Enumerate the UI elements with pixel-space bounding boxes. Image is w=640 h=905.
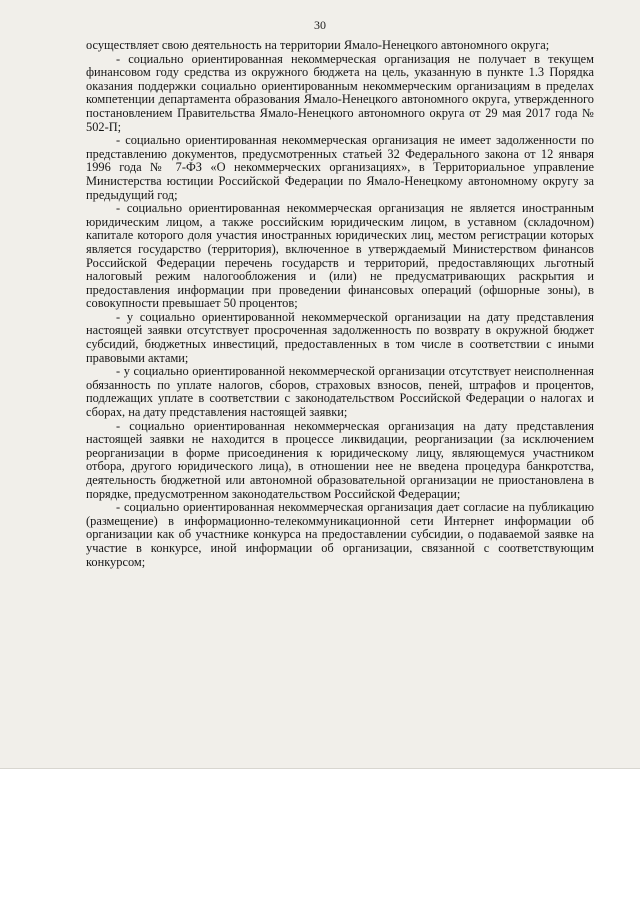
document-body: [86, 39, 594, 569]
paragraph-not-foreign-entity: - социально ориентированная некоммерческая организация не является иностранным юридическим лицом, а также российским юридическим лицом, в уставном (складочном) капитале которого доля участия иностранных юридических лиц, местом регистрации которых является государство (территория), включенное в утверждаемый Министерством финансов Российской Федерации перечень государств и территорий, предоставляющих льготный налоговый режим налогообложения и (или) не предусматривающих раскрытия и предоставления информации при проведении финансовых операций (офшорные зоны), в совокупности превышает 50 процентов;: [86, 201, 594, 311]
paragraph-no-overdue-debt: - у социально ориентированной некоммерческой организации на дату представления настоящей заявки отсутствует просроченная задолженность по возврату в окружной бюджет субсидий, бюджетных инвестиций, предоставленных в том числе в соответствии с иными правовыми актами;: [86, 309, 594, 365]
paragraph-no-reporting-debt: - социально ориентированная некоммерческая организация не имеет задолженности по представлению документов, предусмотренных статьей 32 Федерального закона от 12 января 1996 года № 7-ФЗ «О некоммерческих организациях», в Территориальное управление Министерства юстиции Российской Федерации по Ямало-Ненецкому автономному округу за предыдущий год;: [86, 133, 594, 202]
page-number: 30: [314, 18, 326, 32]
paragraph-no-tax-arrears: - у социально ориентированной некоммерческой организации отсутствует неисполненная обязанность по уплате налогов, сборов, страховых взносов, пеней, штрафов и процентов, подлежащих уплате в соответствии с законодательством Российской Федерации о налогах и сборах, на дату представления настоящей заявки;: [86, 364, 594, 420]
paragraph-publication-consent: - социально ориентированная некоммерческая организация дает согласие на публикацию (размещение) в информационно-телекоммуникационной сети Интернет информации об организации как об участнике конкурса на предоставлении субсидии, о подаваемой заявке на участие в конкурсе, иной информации об организации, связанной с соответствующим конкурсом;: [86, 500, 594, 569]
paragraph-no-budget-funds: - социально ориентированная некоммерческая организация не получает в текущем финансовом году средства из окружного бюджета на цель, указанную в пункте 1.3 Порядка оказания поддержки социально ориентированным некоммерческим организациям в пределах компетенции департамента образования Ямало-Ненецкого автономного округа, утвержденного постановлением Правительства Ямало-Ненецкого автономного округа от 29 мая 2017 года № 502-П;: [86, 51, 594, 134]
paragraph-not-liquidated: - социально ориентированная некоммерческая организация на дату представления настоящей заявки не находится в процессе ликвидации, реорганизации (за исключением реорганизации в форме присоединения к юридическому лицу, являющемуся участником отбора, другого юридического лица), в отношении нее не введена процедура банкротства, деятельность бюджетной или автономной образовательной организации не приостановлена в порядке, предусмотренном законодательством Российской Федерации;: [86, 418, 594, 501]
paragraph-continuation: осуществляет свою деятельность на территории Ямало-Ненецкого автономного округа;: [86, 38, 550, 52]
